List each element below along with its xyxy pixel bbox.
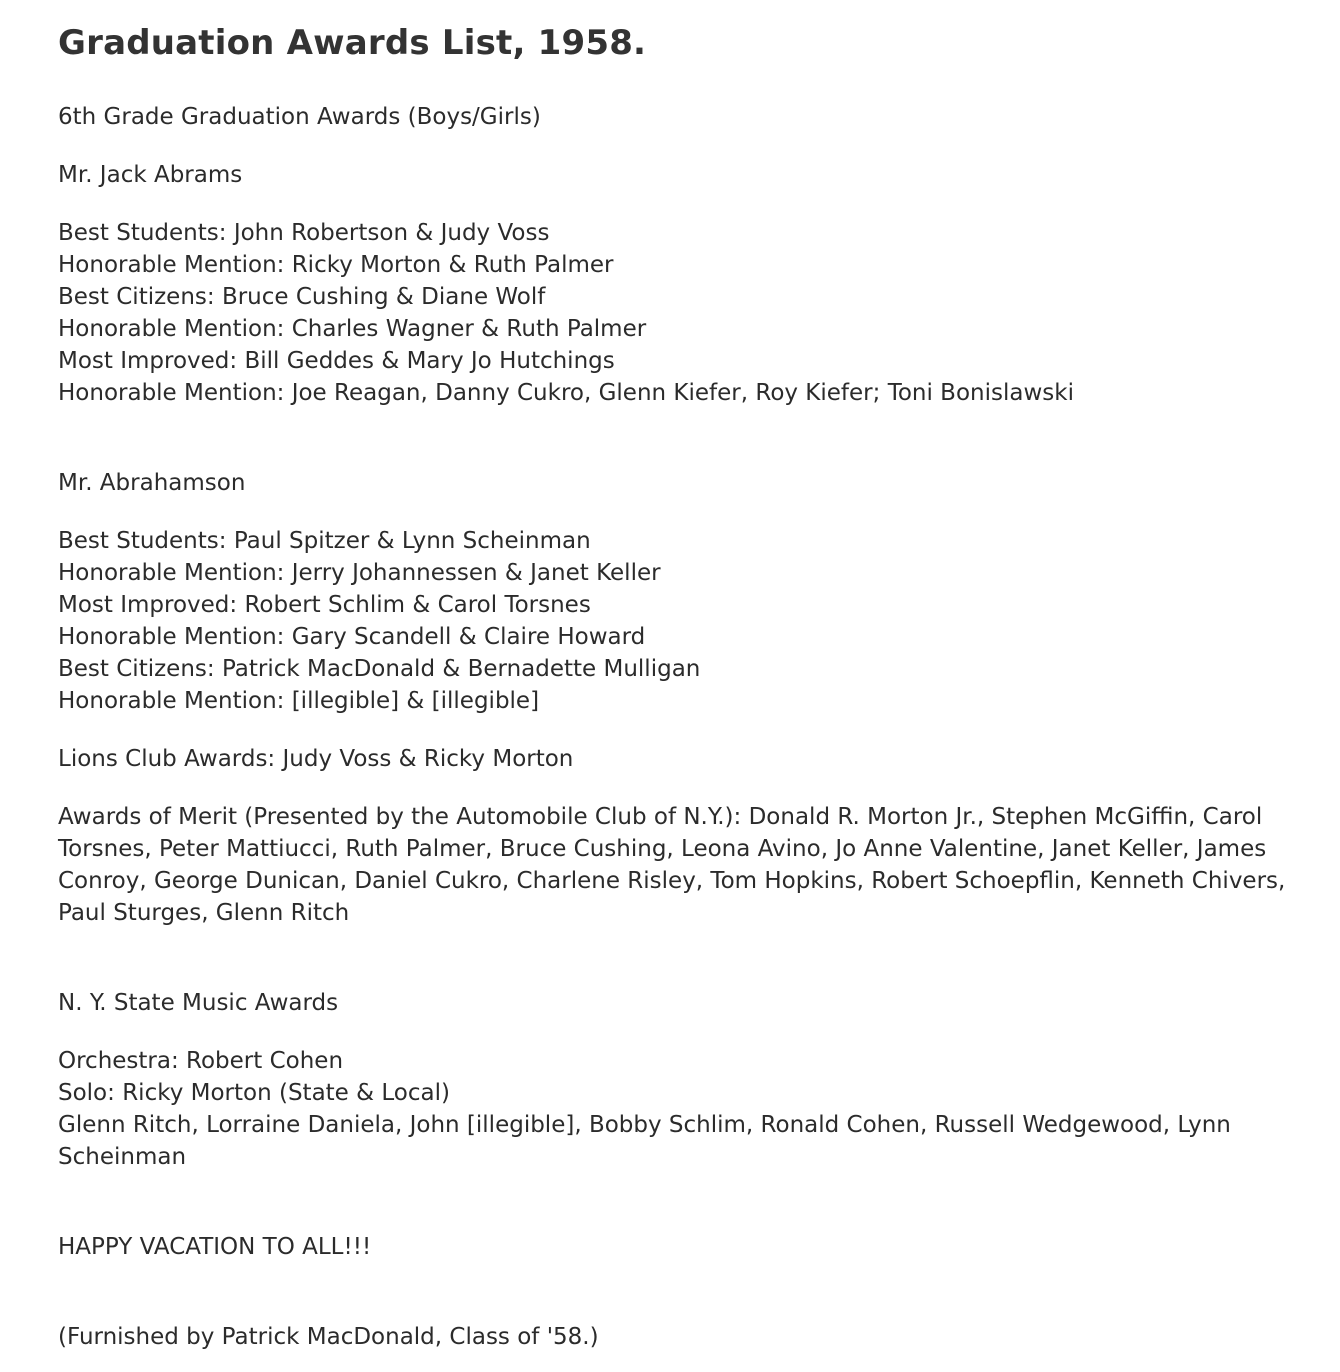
music-solo: Solo: Ricky Morton (State & Local) [58,1080,450,1106]
award-line: Most Improved: Robert Schlim & Carol Torsnes [58,592,591,618]
award-line: Most Improved: Bill Geddes & Mary Jo Hutchings [58,348,615,374]
teacher-abrams: Mr. Jack Abrams [58,162,243,188]
music-awards-heading: N. Y. State Music Awards [58,990,339,1016]
subtitle: 6th Grade Graduation Awards (Boys/Girls) [58,104,541,130]
award-line: Honorable Mention: Ricky Morton & Ruth Palmer [58,252,614,278]
award-line: Honorable Mention: Gary Scandell & Claire Howard [58,624,646,650]
award-line: Honorable Mention: Charles Wagner & Ruth Palmer [58,316,647,342]
document-page [58,0,1308,1353]
award-line: Best Students: John Robertson & Judy Voss [58,220,550,246]
abrams-awards-list [58,217,1308,409]
award-line: Honorable Mention: Jerry Johannessen & Janet Keller [58,560,661,586]
credit-line: (Furnished by Patrick MacDonald, Class of '58.) [58,1324,599,1350]
lions-club-awards: Lions Club Awards: Judy Voss & Ricky Morton [58,746,574,772]
award-line: Honorable Mention: Joe Reagan, Danny Cukro, Glenn Kiefer, Roy Kiefer; Toni Bonislawski [58,380,1074,406]
award-line: Best Citizens: Patrick MacDonald & Bernadette Mulligan [58,656,701,682]
abrahamson-awards-list [58,525,1308,717]
music-orchestra: Orchestra: Robert Cohen [58,1048,344,1074]
page-title: Graduation Awards List, 1958. [58,23,647,63]
award-line: Best Students: Paul Spitzer & Lynn Scheinman [58,528,591,554]
closing-message: HAPPY VACATION TO ALL!!! [58,1234,372,1260]
music-others: Glenn Ritch, Lorraine Daniela, John [illegible], Bobby Schlim, Ronald Cohen, Russell Wedgewood, Lynn Scheinman [58,1112,1231,1170]
award-line: Best Citizens: Bruce Cushing & Diane Wolf [58,284,546,310]
teacher-abrahamson: Mr. Abrahamson [58,470,246,496]
music-awards-list [58,1045,1308,1173]
award-line: Honorable Mention: [illegible] & [illegible] [58,688,540,714]
awards-of-merit: Awards of Merit (Presented by the Automobile Club of N.Y.): Donald R. Morton Jr., Stephen McGiffin, Carol Torsnes, Peter Mattiucci, Ruth Palmer, Bruce Cushing, Leona Avino, Jo Anne Valentine, Janet Keller, James Conroy, George Dunican, Daniel Cukro, Charlene Risley, Tom Hopkins, Robert Schoepflin, Kenneth Chivers, Paul Sturges, Glenn Ritch [58,804,1286,926]
